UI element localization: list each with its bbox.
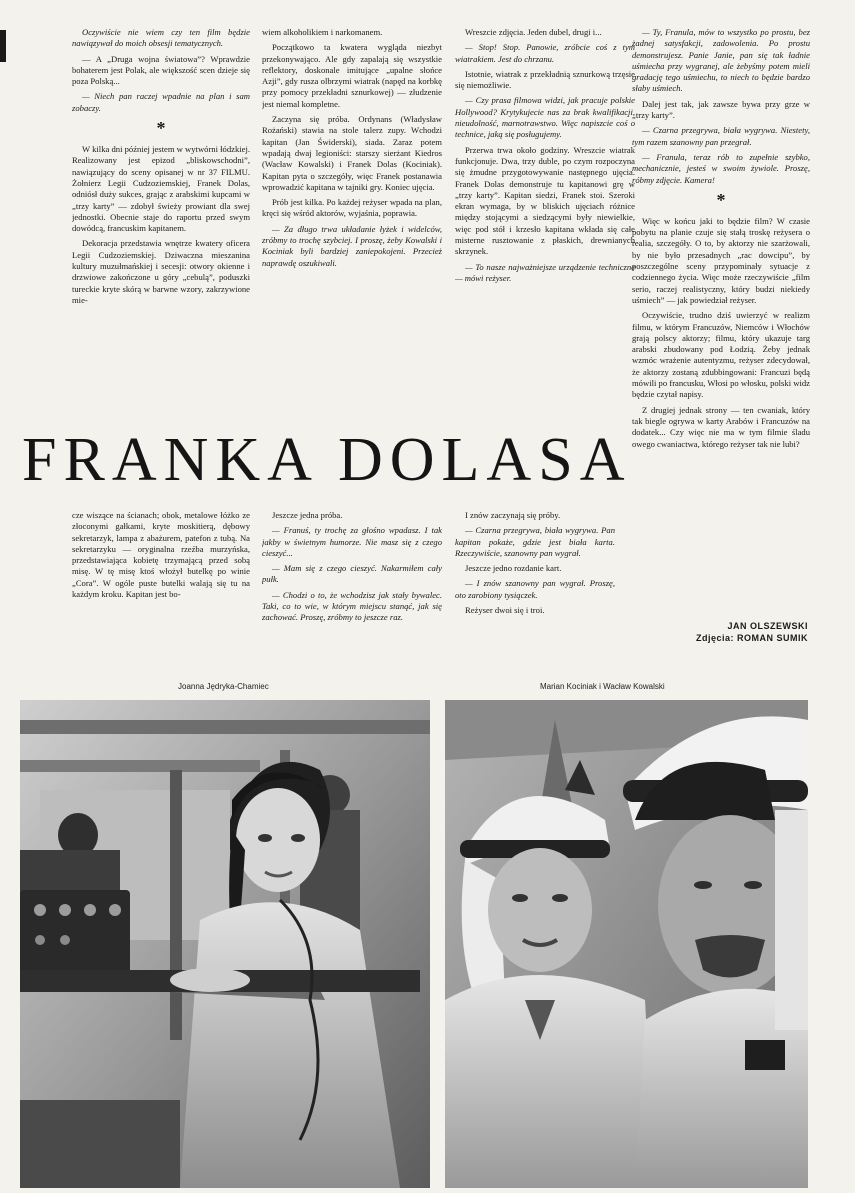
section-separator-asterisk: * xyxy=(156,118,166,139)
article-paragraph: — Za długo trwa układanie łyżek i widelców, zróbmy to trochę szybciej. I proszę, żeby Kowalski i Kociniak byli bardziej zaniepokojeni. Przecież naprawdę oszukiwali. xyxy=(262,223,442,268)
page-edge-marker xyxy=(0,30,6,62)
article-paragraph: — Franula, teraz rób to zupełnie szybko, mechanicznie, jesteś w swoim żywiole. Proszę, róbmy zdjęcie. Kamera! xyxy=(632,151,810,185)
article-paragraph: I znów zaczynają się próby. xyxy=(465,510,561,520)
article-paragraph: Jeszcze jedna próba. xyxy=(272,510,343,520)
article-paragraph: Dekoracja przedstawia wnętrze kwatery oficera Legii Cudzoziemskiej. Dziwaczna mieszanina kultury muzułmańskiej i secesji: otwory okienne i drzwiowe zakończone u góry „cebulą”, poduszki tureckie kryte skórą w barwne wzory, zakrzywione mie- xyxy=(72,238,250,305)
article-paragraph: — Czarna przegrywa, biała wygrywa. Pan kapitan pokaże, gdzie jest biała karta. Rzeczywiście, szanowny pan wygrał. xyxy=(455,525,615,558)
article-paragraph: cze wiszące na ścianach; obok, metalowe łóżko ze złoconymi gałkami, kryte moskitierą, dębowy sekretarzyk, lampa z abażurem, patefon z tubą. Na sekretarzyku — oryginalna rzeźba murzyńska, przedstawiająca kobietę trzymającą przed sobą misę. W tę misę ktoś włożył butelkę po winie „Cora”. W ogóle puste butelki walają się tu na każdym kroku. Kapitan jest bo- xyxy=(72,510,250,600)
article-paragraph: — Czarna przegrywa, biała wygrywa. Niestety, tym razem szanowny pan przegrał. xyxy=(632,125,810,147)
article-paragraph: Wreszcie zdjęcia. Jeden dubel, drugi i... xyxy=(465,27,602,37)
article-paragraph: W kilka dni później jestem w wytwórni łódzkiej. Realizowany jest epizod „bliskowschodni”, nawiązujący do sceny opisanej w nr 37 FILMU. Żołnierz Legii Cudzoziemskiej, Franek Dolas, odniósł duży sukces, grając z arabskimi kupcami w „trzy karty” — zdobył świeży prowiant dla swej jednostki. Obecnie staje do raportu przed swym dowódcą, francuskim kapitanem. xyxy=(72,144,250,234)
article-paragraph: Początkowo ta kwatera wygląda niezbyt przekonywająco. Ale gdy zapalają się wszystkie reflektory, doskonale imitujące „upalne słońce Azji”, gdy rusza olbrzymi wiatrak (napęd na korbkę przy pomocy przekładni sznurkowej) — złudzenie jest niemal kompletne. xyxy=(262,42,442,109)
article-paragraph: Jeszcze jedno rozdanie kart. xyxy=(465,563,562,574)
article-column-3-bottom xyxy=(455,510,615,670)
article-column-2-bottom xyxy=(262,510,442,670)
photo-two-actors-in-kepis xyxy=(445,700,808,1188)
article-paragraph: — Franuś, ty trochę za głośno wpadasz. I tak jakby w świetnym humorze. Nie masz się z czego cieszyć... xyxy=(262,525,442,558)
photo-credit: Zdjęcia: ROMAN SUMIK xyxy=(695,633,808,643)
article-paragraph: — I znów szanowny pan wygrał. Proszę, oto zarobiony tysiączek. xyxy=(455,578,615,600)
right-photo-caption: Marian Kociniak i Wacław Kowalski xyxy=(540,682,665,691)
article-paragraph: — To nasze najważniejsze urządzenie techniczne — mówi reżyser. xyxy=(455,261,635,283)
article-headline: FRANKA DOLASA xyxy=(22,426,632,494)
article-paragraph: Oczywiście, trudno dziś uwierzyć w realizm filmu, w którym Francuzów, Niemców i Włochów grają polscy aktorzy; filmu, który ukazuje targ arabski zbudowany pod Łodzią. Żeby jednak wzmóc wrażenie autentyzmu, reżyser zdecydował, że aktorzy zostaną zdubbingowani: Francuzi będą mówili po francusku, Włosi po włosku, polski widz będzie czytał napisy. xyxy=(632,310,810,400)
article-column-4 xyxy=(632,27,810,617)
article-paragraph: Istotnie, wiatrak z przekładnią sznurkową trzęsie się niemożliwie. xyxy=(455,68,635,91)
article-paragraph: Dalej jest tak, jak zawsze bywa przy grze w „trzy karty”. xyxy=(632,98,810,121)
article-column-3-top xyxy=(455,27,635,395)
article-paragraph: — Stop! Stop. Panowie, zróbcie coś z tym wiatrakiem. Jest do chrzanu. xyxy=(455,42,635,64)
article-paragraph: Z drugiej jednak strony — ten cwaniak, który tak biegle ogrywa w karty Arabów i Francuzów na dodatek... Czy więc nie ma w tym filmie śladu owego cwaniactwa, którego reżyser tak nie lubi? xyxy=(632,404,810,449)
article-paragraph: — A „Druga wojna światowa”? Wprawdzie bohaterem jest Polak, ale większość scen dzieje się poza Polską... xyxy=(72,53,250,87)
article-paragraph: Reżyser dwoi się i troi. xyxy=(465,605,545,616)
photo-actress-graphic xyxy=(20,700,430,1188)
article-paragraph: — Mam się z czego cieszyć. Nakarmiłem cały pułk. xyxy=(262,563,442,585)
article-paragraph: Prób jest kilka. Po każdej reżyser wpada na plan, kręci się wśród aktorów, wyjaśnia, poprawia. xyxy=(262,197,442,219)
article-column-1-bottom xyxy=(72,510,250,670)
article-credits xyxy=(618,620,808,644)
article-paragraph: — Chodzi o to, że wchodzisz jak stały bywalec. Taki, co to wie, w którym miejscu stanąć, jak się zachować. Proszę, zróbmy to jeszcze raz. xyxy=(262,589,442,623)
article-paragraph: — Czy prasa filmowa widzi, jak pracuje polskie Hollywood? Krytykujecie nas za brak kwalifikacji, nieudolność, marnotrawstwo. Więc napiszcie coś o technice, jaką się posługujemy. xyxy=(455,95,635,140)
author-credit: JAN OLSZEWSKI xyxy=(727,621,808,631)
article-paragraph: Oczywiście nie wiem czy ten film będzie nawiązywał do moich obsesji tematycznych. xyxy=(72,27,250,49)
photo-actors-graphic xyxy=(445,700,808,1188)
article-paragraph: — Ty, Franula, mów to wszystko po prostu, bez żadnej satysfakcji, zadowolenia. Po prostu demonstrujesz. Panie Janie, pan się tak ładnie uśmiecha przy wygranej, ale żebyśmy potem mieli gradację tego uśmiechu, to niech to będzie bardzo słaby uśmiech. xyxy=(632,27,810,94)
article-paragraph: — Niech pan raczej wpadnie na plan i sam zobaczy. xyxy=(72,91,250,113)
article-paragraph: Przerwa trwa około godziny. Wreszcie wiatrak funkcjonuje. Dwa, trzy duble, po czym rozpoczyna się żmudne przygotowywanie następnego ujęcia. Franek Dolas demonstruje tu kapitanowi grę w „trzy karty”. Kapitan siedzi, Franek stoi. Szeroki ekran wymaga, by w bliskich ujęciach różnice między stojącymi a siedzącymi były niewielkie, więc pod stół i krzesło kapitana wkłada się całe misterne rusztowanie z płaskich, drewnianych skrzynek. xyxy=(455,144,635,257)
article-column-2-top xyxy=(262,27,442,395)
photo-actress-on-set xyxy=(20,700,430,1188)
left-photo-caption: Joanna Jędryka-Chamiec xyxy=(178,682,269,691)
section-separator-asterisk: * xyxy=(716,189,726,210)
article-paragraph: wiem alkoholikiem i narkomanem. xyxy=(262,27,383,37)
article-column-1-top xyxy=(72,27,250,395)
article-paragraph: Zaczyna się próba. Ordynans (Władysław Rożański) stawia na stole talerz zupy. Wchodzi kapitan (Jan Świderski), siada. Zaraz potem wpadają dwaj legioniści: starszy sierżant Kiedros (Wacław Kowalski) i Franek Dolas (Kociniak). Kapitan pyta o szczegóły, więc Franek postanawia wprowadzić kapitana w tajniki gry. Koniec ujęcia. xyxy=(262,114,442,192)
article-paragraph: Więc w końcu jaki to będzie film? W czasie pobytu na planie czuje się stałą troskę reżysera o realia, szczegóły. O to, by aktorzy nie szarżowali, by nie było przesadnych „rac dowcipu”, by poszczególne sceny przypominały sytuacje z codziennego życia. Więc może rzeczywiście „film serio, raczej realistyczny, który budzi niekiedy uśmiech” — jak powiedział reżyser. xyxy=(632,215,810,305)
